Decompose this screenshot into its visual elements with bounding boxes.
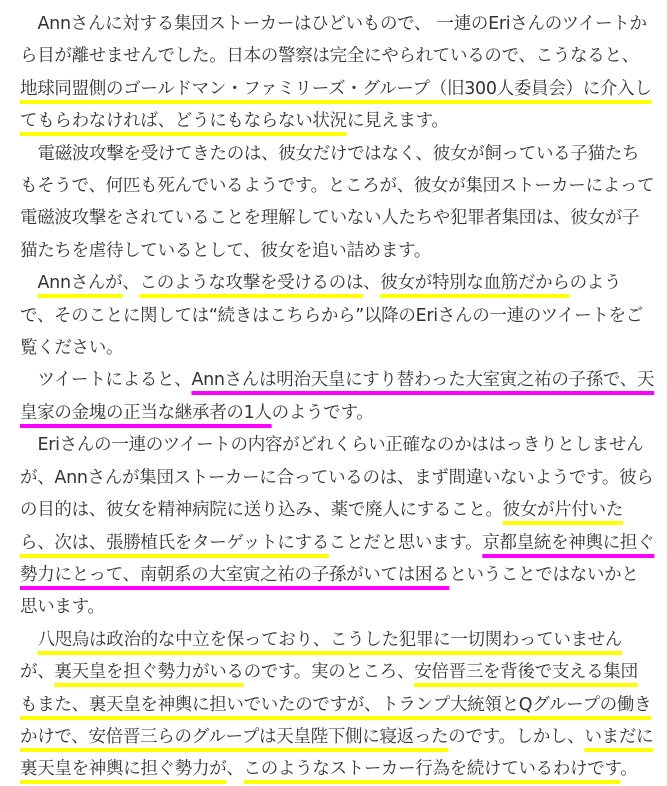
paragraph (20, 138, 655, 268)
text-run: 、 (122, 273, 140, 294)
paragraph (20, 429, 655, 623)
text-run: のようです。 (271, 402, 374, 423)
text-run: ことだと思います。 (328, 532, 483, 553)
paragraph (20, 624, 655, 786)
highlight-yellow: 彼女が特別な血筋だから (380, 273, 570, 294)
highlight-yellow: いまだに裏天皇を神輿に担ぐ勢力が (20, 726, 654, 780)
highlight-yellow: 八咫烏は政治的な中立を保っており、こうした犯罪に一切関わっていません (37, 629, 623, 650)
text-run: 、 (363, 273, 381, 294)
paragraph (20, 8, 655, 138)
highlight-yellow: 彼女が片付いたら、次は、張勝植氏をターゲットにする (20, 500, 624, 553)
text-run: ということではないかと思います。 (20, 564, 639, 618)
highlight-magenta: Annさんは明治天皇にすり替わった大室寅之祐の子孫で、天皇家の金塊の正当な継承者の1人 (20, 370, 655, 423)
text-run: のです。しかし、 (448, 726, 585, 747)
paragraph (20, 267, 655, 364)
text-run: ツイートによると、 (37, 370, 192, 391)
text-run: が、 (20, 662, 55, 683)
highlight-yellow: このようなストーカー行為を続けているわけです (243, 759, 621, 780)
text-run: 。 (620, 759, 638, 780)
text-run: のようで、そのことに関しては“続きはこちらから”以降のEriさんの一連のツイートをご覧ください。 (20, 273, 643, 359)
highlight-yellow: 地球同盟側のゴールドマン・ファミリーズ・グループ（旧300人委員会）に介入してもらわなければ、どうにもならない状況 (20, 78, 652, 132)
text-run: のです。実のところ、 (243, 662, 415, 683)
highlight-yellow: 裏天皇を担ぐ勢力がいる (54, 662, 244, 683)
highlight-yellow: Annさんが (37, 273, 123, 294)
paragraph (20, 364, 655, 429)
text-run: Annさんに対する集団ストーカーはひどいもので、 一連のEriさんのツイートから目が離せませんでした。日本の警察は完全にやられているので、こうなると、 (20, 14, 647, 67)
highlight-magenta: 京都皇統を神輿に担ぐ勢力にとって、南朝系の大室寅之祐の子孫がいては困る (20, 532, 655, 585)
highlight-yellow: 安倍晋三を背後で支える集団もまた、裏天皇を神輿に担いでいたのですが、トランプ大統領とQグループの働きかけで、安倍晋三らのグループは天皇陛下側に寝返った (20, 662, 652, 747)
text-run: 電磁波攻撃を受けてきたのは、彼女だけではなく、彼女が飼っている子猫たちもそうで、何匹も死んでいるようです。ところが、彼女が集団ストーカーによって電磁波攻撃をされていることを理解していない人たちや犯罪者集団は、彼女が子猫たちを虐待しているとして、彼女を追い詰めます。 (20, 143, 655, 261)
text-run: 、 (226, 759, 244, 780)
highlight-yellow: このような攻撃を受けるのは (139, 273, 364, 294)
text-run: に見えます。 (346, 111, 449, 132)
text-run: Eriさんの一連のツイートの内容がどれくらい正確なのかははっきりとしませんが、Annさんが集団ストーカーに合っているのは、まず間違いないようです。彼らの目的は、彼女を精神病院に送り込み、薬で廃人にすること。 (20, 435, 654, 521)
